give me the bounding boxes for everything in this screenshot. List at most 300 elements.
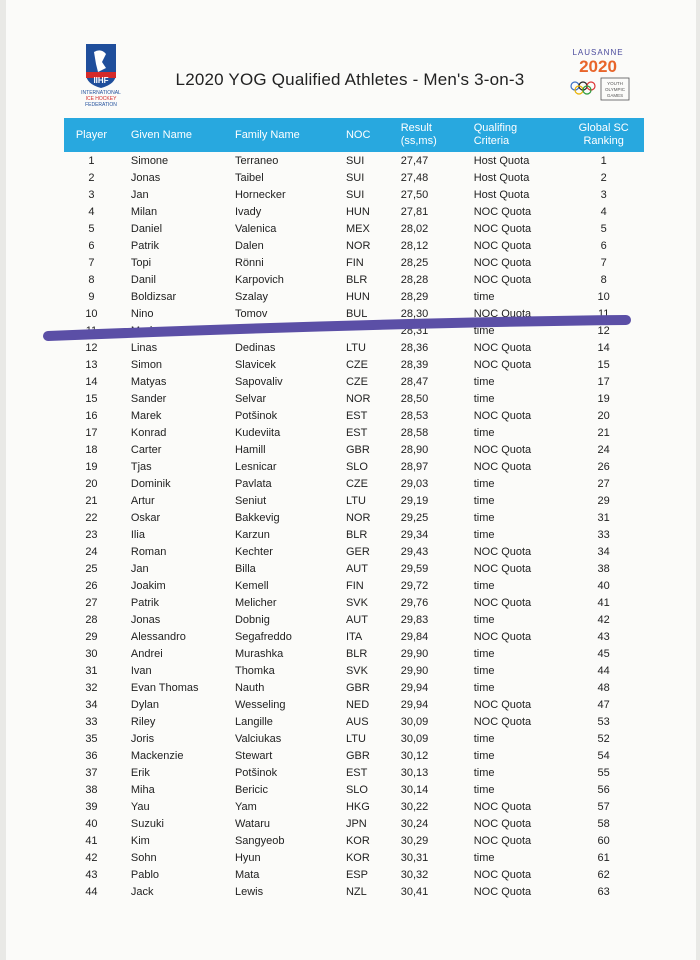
cell-given-name: Nino bbox=[130, 307, 154, 320]
cell-player: 21 bbox=[85, 494, 98, 507]
cell-family-name: Kemell bbox=[234, 579, 269, 592]
cell-criteria: time bbox=[473, 766, 495, 779]
cell-family-name: Dobnig bbox=[234, 613, 270, 626]
cell-noc: NOR bbox=[345, 239, 371, 252]
cell-player: 7 bbox=[88, 256, 95, 269]
cell-ranking: 2 bbox=[600, 171, 607, 184]
cell-result: 29,25 bbox=[400, 511, 429, 524]
cell-ranking: 34 bbox=[597, 545, 610, 558]
cell-player: 39 bbox=[85, 800, 98, 813]
cell-noc: NZL bbox=[345, 885, 367, 898]
cell-given-name: Miha bbox=[130, 783, 155, 796]
col-family-name: Family Name bbox=[229, 118, 342, 152]
cell-given-name: Joakim bbox=[130, 579, 166, 592]
cell-given-name: Dylan bbox=[130, 698, 159, 711]
cell-noc: CZE bbox=[345, 358, 368, 371]
col-player: Player bbox=[64, 118, 119, 152]
cell-result: 30,09 bbox=[400, 732, 429, 745]
cell-given-name: Sohn bbox=[130, 851, 157, 864]
cell-criteria: NOC Quota bbox=[473, 545, 532, 558]
cell-family-name: Hamill bbox=[234, 443, 266, 456]
cell-player: 3 bbox=[88, 188, 95, 201]
table-row bbox=[64, 509, 644, 526]
cell-player: 28 bbox=[85, 613, 98, 626]
cell-family-name: Rönni bbox=[234, 256, 264, 269]
table-row bbox=[64, 305, 644, 322]
cell-given-name: Pablo bbox=[130, 868, 160, 881]
cell-noc: KOR bbox=[345, 834, 370, 847]
table-row bbox=[64, 645, 644, 662]
cell-ranking: 55 bbox=[597, 766, 610, 779]
table-row bbox=[64, 152, 644, 169]
cell-result: 27,48 bbox=[400, 171, 429, 184]
cell-criteria: NOC Quota bbox=[473, 409, 532, 422]
table-row bbox=[64, 407, 644, 424]
cell-criteria: NOC Quota bbox=[473, 596, 532, 609]
cell-given-name: Mackenzie bbox=[130, 749, 184, 762]
cell-noc: ESP bbox=[345, 868, 368, 881]
cell-ranking: 45 bbox=[597, 647, 610, 660]
col-result-line-2: (ss,ms) bbox=[400, 135, 437, 147]
table-row bbox=[64, 662, 644, 679]
cell-family-name: Hornecker bbox=[234, 188, 286, 201]
cell-result: 29,90 bbox=[400, 647, 429, 660]
cell-ranking: 6 bbox=[600, 239, 607, 252]
cell-noc: FIN bbox=[345, 579, 364, 592]
table-row bbox=[64, 373, 644, 390]
cell-result: 29,19 bbox=[400, 494, 429, 507]
table-row bbox=[64, 781, 644, 798]
cell-ranking: 4 bbox=[600, 205, 607, 218]
col-ranking bbox=[563, 118, 644, 152]
cell-family-name: Potšinok bbox=[234, 409, 278, 422]
table-row bbox=[64, 220, 644, 237]
cell-criteria: NOC Quota bbox=[473, 698, 532, 711]
cell-given-name: Patrik bbox=[130, 596, 159, 609]
cell-given-name: Topi bbox=[130, 256, 152, 269]
cell-result: 28,47 bbox=[400, 375, 429, 388]
cell-noc: GER bbox=[345, 545, 370, 558]
cell-player: 9 bbox=[88, 290, 95, 303]
cell-noc: AUS bbox=[345, 715, 369, 728]
cell-criteria: NOC Quota bbox=[473, 817, 532, 830]
cell-noc: SUI bbox=[345, 154, 365, 167]
cell-family-name: Slavicek bbox=[234, 358, 276, 371]
cell-player: 23 bbox=[85, 528, 98, 541]
cell-result: 29,34 bbox=[400, 528, 429, 541]
cell-criteria: NOC Quota bbox=[473, 885, 532, 898]
cell-given-name: Matyas bbox=[130, 375, 167, 388]
cell-player: 32 bbox=[85, 681, 98, 694]
cell-given-name: Marek bbox=[130, 409, 162, 422]
table-row bbox=[64, 254, 644, 271]
cell-family-name: Billa bbox=[234, 562, 256, 575]
cell-result: 29,76 bbox=[400, 596, 429, 609]
cell-ranking: 41 bbox=[597, 596, 610, 609]
cell-criteria: Host Quota bbox=[473, 171, 530, 184]
cell-result: 28,97 bbox=[400, 460, 429, 473]
col-criteria-line-1: Qualifing bbox=[473, 122, 518, 134]
col-noc: NOC bbox=[342, 118, 393, 152]
table-row bbox=[64, 203, 644, 220]
cell-ranking: 43 bbox=[597, 630, 610, 643]
table-row bbox=[64, 288, 644, 305]
table-header-row bbox=[64, 118, 644, 152]
cell-family-name: Kudeviita bbox=[234, 426, 281, 439]
cell-ranking: 61 bbox=[597, 851, 610, 864]
cell-result: 30,24 bbox=[400, 817, 429, 830]
table-row bbox=[64, 543, 644, 560]
lausanne-city: LAUSANNE bbox=[572, 48, 624, 57]
cell-family-name: Karpovich bbox=[234, 273, 284, 286]
cell-result: 30,09 bbox=[400, 715, 429, 728]
cell-given-name: Ilia bbox=[130, 528, 145, 541]
cell-criteria: NOC Quota bbox=[473, 273, 532, 286]
table-row bbox=[64, 866, 644, 883]
cell-family-name: Wesseling bbox=[234, 698, 286, 711]
cell-player: 15 bbox=[85, 392, 98, 405]
cell-player: 22 bbox=[85, 511, 98, 524]
cell-player: 11 bbox=[85, 324, 98, 337]
cell-given-name: Mark bbox=[130, 324, 156, 337]
cell-result: 30,22 bbox=[400, 800, 429, 813]
cell-player: 4 bbox=[88, 205, 95, 218]
cell-family-name: Langille bbox=[234, 715, 273, 728]
cell-noc: KOR bbox=[345, 851, 370, 864]
cell-criteria: time bbox=[473, 783, 495, 796]
table-row bbox=[64, 526, 644, 543]
cell-ranking: 53 bbox=[597, 715, 610, 728]
cell-ranking: 11 bbox=[597, 307, 610, 320]
cell-noc bbox=[342, 322, 393, 339]
cell-family-name: Lesnicar bbox=[234, 460, 277, 473]
cell-family-name: Potšinok bbox=[234, 766, 278, 779]
table-row bbox=[64, 679, 644, 696]
col-given-name: Given Name bbox=[119, 118, 229, 152]
cell-noc: SLO bbox=[345, 460, 368, 473]
cell-player: 35 bbox=[85, 732, 98, 745]
cell-family-name: Tomov bbox=[234, 307, 268, 320]
cell-player: 25 bbox=[85, 562, 98, 575]
cell-ranking: 52 bbox=[597, 732, 610, 745]
cell-ranking: 20 bbox=[597, 409, 610, 422]
cell-family-name: Dalen bbox=[234, 239, 264, 252]
cell-criteria: Host Quota bbox=[473, 154, 530, 167]
cell-noc: GBR bbox=[345, 749, 370, 762]
cell-given-name: Evan Thomas bbox=[130, 681, 199, 694]
table-row bbox=[64, 594, 644, 611]
cell-result: 28,12 bbox=[400, 239, 429, 252]
table-row bbox=[64, 475, 644, 492]
cell-player: 33 bbox=[85, 715, 98, 728]
cell-ranking: 44 bbox=[597, 664, 610, 677]
cell-given-name: Erik bbox=[130, 766, 150, 779]
cell-given-name: Sander bbox=[130, 392, 167, 405]
cell-given-name: Konrad bbox=[130, 426, 167, 439]
cell-given-name: Carter bbox=[130, 443, 162, 456]
table-row bbox=[64, 322, 644, 339]
cell-noc: CZE bbox=[345, 477, 368, 490]
cell-criteria: time bbox=[473, 851, 495, 864]
cell-ranking: 31 bbox=[597, 511, 610, 524]
cell-criteria: time bbox=[473, 528, 495, 541]
cell-family-name: Valciukas bbox=[234, 732, 282, 745]
cell-result: 30,32 bbox=[400, 868, 429, 881]
cell-ranking: 58 bbox=[597, 817, 610, 830]
cell-result: 30,12 bbox=[400, 749, 429, 762]
cell-family-name: Ivady bbox=[234, 205, 262, 218]
cell-player: 34 bbox=[85, 698, 98, 711]
cell-player: 19 bbox=[85, 460, 98, 473]
cell-player: 8 bbox=[88, 273, 95, 286]
lausanne-year: 2020 bbox=[579, 57, 617, 76]
cell-ranking: 33 bbox=[597, 528, 610, 541]
cell-noc: LTU bbox=[345, 494, 366, 507]
cell-noc: BLR bbox=[345, 528, 368, 541]
cell-noc: EST bbox=[345, 426, 368, 439]
cell-result: 28,39 bbox=[400, 358, 429, 371]
cell-family-name: Murashka bbox=[234, 647, 284, 660]
cell-criteria: NOC Quota bbox=[473, 630, 532, 643]
table-row bbox=[64, 696, 644, 713]
table-row bbox=[64, 237, 644, 254]
cell-criteria: time bbox=[473, 290, 495, 303]
cell-result: 28,50 bbox=[400, 392, 429, 405]
cell-given-name: Jack bbox=[130, 885, 154, 898]
cell-noc: CZE bbox=[345, 375, 368, 388]
cell-family-name: Lewis bbox=[234, 885, 264, 898]
cell-family-name: Karzun bbox=[234, 528, 270, 541]
cell-ranking: 27 bbox=[597, 477, 610, 490]
cell-player: 16 bbox=[85, 409, 98, 422]
cell-player: 12 bbox=[85, 341, 98, 354]
table-row bbox=[64, 339, 644, 356]
cell-criteria: NOC Quota bbox=[473, 868, 532, 881]
cell-criteria: NOC Quota bbox=[473, 800, 532, 813]
cell-ranking: 8 bbox=[600, 273, 607, 286]
cell-criteria: NOC Quota bbox=[473, 239, 532, 252]
cell-family-name: Yam bbox=[234, 800, 257, 813]
cell-family-name: Bakkevig bbox=[234, 511, 280, 524]
cell-criteria: time bbox=[473, 579, 495, 592]
cell-ranking: 38 bbox=[597, 562, 610, 575]
cell-ranking: 10 bbox=[597, 290, 610, 303]
cell-noc: NOR bbox=[345, 392, 371, 405]
cell-criteria: time bbox=[473, 494, 495, 507]
cell-result: 28,36 bbox=[400, 341, 429, 354]
cell-player: 44 bbox=[85, 885, 98, 898]
cell-result: 30,31 bbox=[400, 851, 429, 864]
cell-player: 24 bbox=[85, 545, 98, 558]
cell-result: 29,90 bbox=[400, 664, 429, 677]
cell-player: 1 bbox=[88, 154, 95, 167]
table-row bbox=[64, 764, 644, 781]
cell-criteria: NOC Quota bbox=[473, 205, 532, 218]
cell-noc: HUN bbox=[345, 205, 370, 218]
col-result-line-1: Result bbox=[400, 122, 432, 134]
cell-noc: BLR bbox=[345, 273, 368, 286]
table-row bbox=[64, 798, 644, 815]
cell-family-name: Seniut bbox=[234, 494, 267, 507]
cell-given-name: Daniel bbox=[130, 222, 163, 235]
cell-result: 27,47 bbox=[400, 154, 429, 167]
table-row bbox=[64, 832, 644, 849]
table-row bbox=[64, 815, 644, 832]
cell-result: 28,30 bbox=[400, 307, 429, 320]
cell-player: 41 bbox=[85, 834, 98, 847]
cell-player: 31 bbox=[85, 664, 98, 677]
cell-result: 29,72 bbox=[400, 579, 429, 592]
cell-given-name: Yau bbox=[130, 800, 150, 813]
cell-family-name: Mata bbox=[234, 868, 260, 881]
cell-result: 30,14 bbox=[400, 783, 429, 796]
cell-noc: HUN bbox=[345, 290, 370, 303]
cell-result: 28,31 bbox=[400, 324, 429, 337]
table-row bbox=[64, 883, 644, 900]
cell-result: 28,02 bbox=[400, 222, 429, 235]
cell-family-name: Bericic bbox=[234, 783, 268, 796]
cell-criteria: NOC Quota bbox=[473, 834, 532, 847]
cell-given-name: Alessandro bbox=[130, 630, 186, 643]
cell-ranking: 15 bbox=[597, 358, 610, 371]
cell-family-name: Segafreddo bbox=[234, 630, 292, 643]
cell-noc: ITA bbox=[345, 630, 363, 643]
cell-ranking: 21 bbox=[597, 426, 610, 439]
cell-ranking: 40 bbox=[597, 579, 610, 592]
cell-result: 29,83 bbox=[400, 613, 429, 626]
cell-player: 27 bbox=[85, 596, 98, 609]
cell-player: 10 bbox=[85, 307, 98, 320]
cell-criteria: NOC Quota bbox=[473, 562, 532, 575]
cell-criteria: time bbox=[473, 732, 495, 745]
cell-ranking: 47 bbox=[597, 698, 610, 711]
cell-result: 27,50 bbox=[400, 188, 429, 201]
cell-player: 42 bbox=[85, 851, 98, 864]
cell-ranking: 19 bbox=[597, 392, 610, 405]
cell-ranking: 56 bbox=[597, 783, 610, 796]
cell-noc: GBR bbox=[345, 443, 370, 456]
cell-noc: NED bbox=[345, 698, 370, 711]
cell-criteria: time bbox=[473, 324, 495, 337]
cell-player: 18 bbox=[85, 443, 98, 456]
cell-player: 2 bbox=[88, 171, 95, 184]
cell-family-name: Sangyeob bbox=[234, 834, 285, 847]
cell-ranking: 54 bbox=[597, 749, 610, 762]
cell-ranking: 57 bbox=[597, 800, 610, 813]
cell-criteria: NOC Quota bbox=[473, 358, 532, 371]
cell-noc: SVK bbox=[345, 664, 368, 677]
cell-given-name: Roman bbox=[130, 545, 167, 558]
cell-noc: MEX bbox=[345, 222, 370, 235]
document-title: L2020 YOG Qualified Athletes - Men's 3-on-3 bbox=[175, 70, 525, 89]
cell-ranking: 29 bbox=[597, 494, 610, 507]
table-row bbox=[64, 628, 644, 645]
cell-noc: EST bbox=[345, 409, 368, 422]
cell-given-name: Milan bbox=[130, 205, 158, 218]
cell-player: 26 bbox=[85, 579, 98, 592]
cell-criteria: time bbox=[473, 664, 495, 677]
cell-given-name: Tjas bbox=[130, 460, 152, 473]
iihf-line-3: FEDERATION bbox=[85, 102, 117, 108]
table-row bbox=[64, 560, 644, 577]
table-row bbox=[64, 730, 644, 747]
cell-noc: SUI bbox=[345, 171, 365, 184]
table-row bbox=[64, 424, 644, 441]
cell-family-name: Melicher bbox=[234, 596, 277, 609]
cell-result: 29,03 bbox=[400, 477, 429, 490]
cell-criteria: time bbox=[473, 647, 495, 660]
cell-given-name: Jonas bbox=[130, 613, 161, 626]
cell-given-name: Simon bbox=[130, 358, 163, 371]
cell-given-name: Joris bbox=[130, 732, 155, 745]
cell-noc: SLO bbox=[345, 783, 368, 796]
cell-family-name: Thomka bbox=[234, 664, 275, 677]
cell-given-name: Simone bbox=[130, 154, 169, 167]
col-result bbox=[393, 118, 466, 152]
cell-ranking: 3 bbox=[600, 188, 607, 201]
cell-noc: SVK bbox=[345, 596, 368, 609]
cell-player: 36 bbox=[85, 749, 98, 762]
table-row bbox=[64, 492, 644, 509]
cell-noc: FIN bbox=[345, 256, 364, 269]
cell-family-name: Stewart bbox=[234, 749, 273, 762]
cell-noc: GBR bbox=[345, 681, 370, 694]
cell-family-name: Pavlata bbox=[234, 477, 272, 490]
cell-family-name: Wataru bbox=[234, 817, 271, 830]
cell-result: 28,58 bbox=[400, 426, 429, 439]
cell-family-name: Nauth bbox=[234, 681, 265, 694]
cell-result: 27,81 bbox=[400, 205, 429, 218]
cell-family-name bbox=[229, 322, 342, 339]
cell-player: 6 bbox=[88, 239, 95, 252]
cell-ranking: 26 bbox=[597, 460, 610, 473]
cell-player: 30 bbox=[85, 647, 98, 660]
cell-criteria: NOC Quota bbox=[473, 222, 532, 235]
cell-result: 29,94 bbox=[400, 681, 429, 694]
col-criteria-line-2: Criteria bbox=[473, 135, 510, 147]
cell-given-name: Andrei bbox=[130, 647, 163, 660]
cell-family-name: Sapovaliv bbox=[234, 375, 283, 388]
svg-text:IIHF: IIHF bbox=[93, 76, 109, 85]
table-row bbox=[64, 169, 644, 186]
cell-criteria: time bbox=[473, 392, 495, 405]
yog-line-3: GAMES bbox=[606, 93, 624, 98]
cell-ranking: 14 bbox=[597, 341, 610, 354]
cell-ranking: 63 bbox=[597, 885, 610, 898]
cell-player: 14 bbox=[85, 375, 98, 388]
table-row bbox=[64, 271, 644, 288]
iihf-line-2: ICE HOCKEY bbox=[85, 96, 117, 102]
cell-noc: EST bbox=[345, 766, 368, 779]
cell-criteria: NOC Quota bbox=[473, 307, 532, 320]
cell-noc: BLR bbox=[345, 647, 368, 660]
athletes-table bbox=[64, 118, 644, 900]
cell-result: 28,90 bbox=[400, 443, 429, 456]
table-row bbox=[64, 441, 644, 458]
iihf-line-1: INTERNATIONAL bbox=[81, 90, 121, 96]
table-row bbox=[64, 390, 644, 407]
cell-player: 43 bbox=[85, 868, 98, 881]
col-criteria bbox=[466, 118, 564, 152]
cell-criteria: NOC Quota bbox=[473, 256, 532, 269]
cell-family-name: Taibel bbox=[234, 171, 264, 184]
table-row bbox=[64, 611, 644, 628]
col-ranking-line-1: Global SC bbox=[578, 122, 629, 134]
yog-line-2: OLYMPIC bbox=[605, 87, 625, 92]
cell-ranking: 1 bbox=[600, 154, 607, 167]
cell-noc: SUI bbox=[345, 188, 365, 201]
cell-result: 28,25 bbox=[400, 256, 429, 269]
